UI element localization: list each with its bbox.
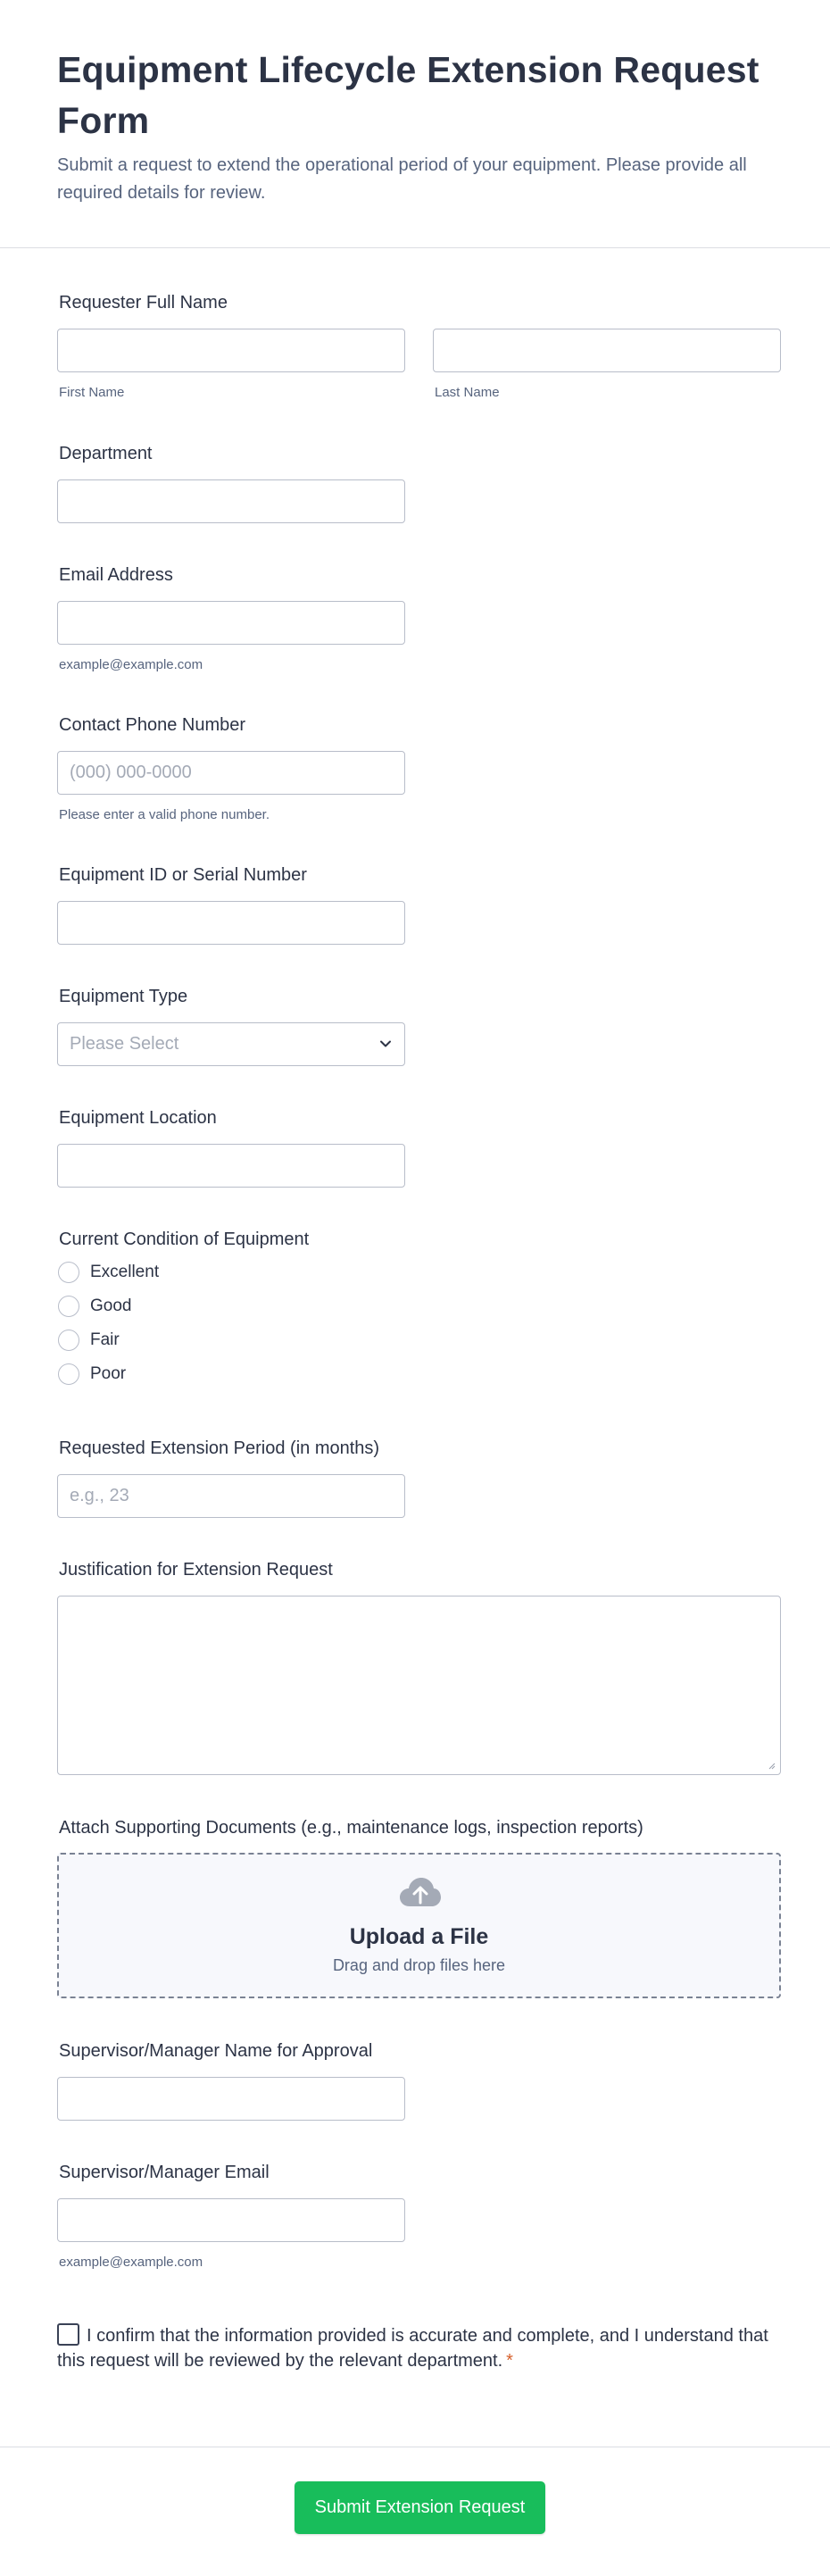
full-name-label: Requester Full Name [59,293,228,313]
radio-button[interactable] [58,1296,79,1317]
upload-subtitle: Drag and drop files here [332,1956,506,1974]
form-title: Equipment Lifecycle Extension Request Form [57,49,759,141]
form-header [0,0,830,248]
confirm-label[interactable] [57,2323,781,2373]
confirm-text: I confirm that the information provided is accurate and complete, and I understand that this request will be reviewed by the relevant department. [57,2326,768,2371]
phone-input[interactable] [57,751,405,795]
supervisor-name-input[interactable] [57,2077,405,2121]
department-label: Department [59,444,153,463]
justification-field [57,1559,781,1775]
equipment-type-label: Equipment Type [59,987,188,1006]
equipment-id-label: Equipment ID or Serial Number [59,865,307,885]
upload-title: Upload a File [349,1924,489,1949]
department-field [57,443,405,523]
email-field [57,564,405,672]
submit-button[interactable]: Submit Extension Request [295,2481,545,2534]
last-name-input[interactable] [433,329,781,372]
phone-field [57,714,405,822]
extension-period-field [57,1438,405,1518]
extension-period-input[interactable] [57,1474,405,1518]
required-asterisk: * [506,2351,513,2371]
condition-field [57,1229,309,1391]
email-label: Email Address [59,565,173,585]
justification-textarea[interactable] [57,1596,781,1775]
form-subtitle: Submit a request to extend the operational period of your equipment. Please provide all required details for review. [57,155,747,203]
location-input[interactable] [57,1144,405,1188]
supervisor-email-sublabel: example@example.com [59,2255,203,2270]
justification-label: Justification for Extension Request [59,1560,333,1580]
supervisor-email-label: Supervisor/Manager Email [59,2163,270,2182]
condition-label: Current Condition of Equipment [59,1230,310,1249]
extension-period-label: Requested Extension Period (in months) [59,1438,380,1458]
location-label: Equipment Location [59,1108,217,1128]
condition-option-fair[interactable] [57,1323,309,1357]
radio-label: Fair [90,1330,120,1349]
radio-button[interactable] [58,1262,79,1283]
location-field [57,1107,405,1188]
last-name-sublabel: Last Name [435,385,500,400]
confirm-checkbox[interactable] [57,2323,79,2346]
form-footer [0,2447,830,2576]
condition-radio-group [57,1255,309,1391]
supervisor-email-input[interactable] [57,2198,405,2242]
condition-option-poor[interactable] [57,1357,309,1391]
supervisor-name-label: Supervisor/Manager Name for Approval [59,2041,373,2061]
email-sublabel: example@example.com [59,657,203,672]
first-name-sublabel: First Name [59,385,125,400]
radio-label: Excellent [90,1263,160,1281]
resize-grip-icon[interactable] [767,1761,776,1770]
equipment-id-input[interactable] [57,901,405,945]
full-name-field [57,292,781,400]
attachments-field [57,1817,781,1998]
confirm-field [57,2323,781,2373]
radio-label: Good [90,1296,132,1315]
radio-label: Poor [90,1364,127,1383]
radio-button[interactable] [58,1330,79,1351]
supervisor-name-field [57,2040,405,2121]
file-upload-dropzone[interactable] [57,1853,781,1998]
attachments-label: Attach Supporting Documents (e.g., maintenance logs, inspection reports) [59,1818,643,1838]
equipment-type-placeholder: Please Select [70,1034,179,1054]
first-name-input[interactable] [57,329,405,372]
email-input[interactable] [57,601,405,645]
radio-button[interactable] [58,1363,79,1385]
condition-option-excellent[interactable] [57,1255,309,1289]
equipment-type-select[interactable] [57,1022,405,1066]
department-input[interactable] [57,479,405,523]
chevron-down-icon [379,1038,392,1050]
condition-option-good[interactable] [57,1289,309,1323]
cloud-upload-icon [398,1876,443,1910]
supervisor-email-field [57,2162,405,2270]
equipment-type-field [57,986,405,1066]
equipment-id-field [57,864,405,945]
phone-label: Contact Phone Number [59,715,246,735]
phone-sublabel: Please enter a valid phone number. [59,807,270,822]
